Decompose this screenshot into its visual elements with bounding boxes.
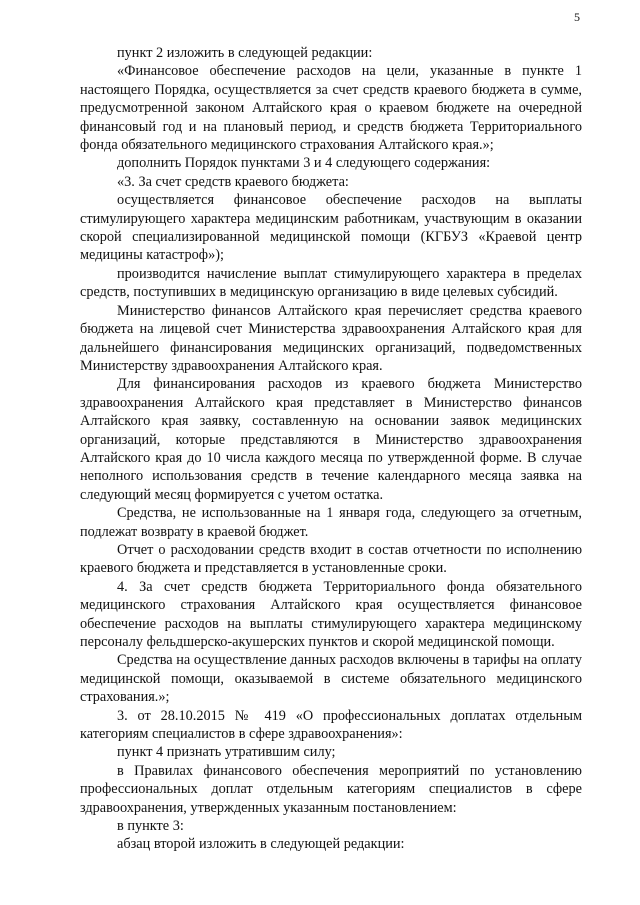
document-body (80, 44, 582, 854)
paragraph: «Финансовое обеспечение расходов на цели, указанные в пункте 1 настоящего Порядка, осуществляется за счет средств краевого бюджета в сумме, предусмотренной законом Алтайского края о краевом бюджете на очередной финансовый год и на плановый период, и средств бюджета Территориального фонда обязательного медицинского страхования Алтайского края.»; (80, 63, 582, 154)
paragraph: Для финансирования расходов из краевого бюджета Министерство здравоохранения Алтайского края представляет в Министерство финансов Алтайского края заявку, составленную на основании заявок медицинских организаций, которые представляются в Министерство здравоохранения Алтайского края до 10 числа каждого месяца по утвержденной форме. В случае неполного использования средств в течение календарного месяца заявка на следующий месяц формируется с учетом остатка. (80, 376, 582, 503)
paragraph: Средства, не использованные на 1 января года, следующего за отчетным, подлежат возврату в краевой бюджет. (80, 505, 582, 540)
paragraph: производится начисление выплат стимулирующего характера в пределах средств, поступивших в медицинскую организацию в виде целевых субсидий. (80, 265, 582, 301)
paragraph: в пункте 3: (117, 818, 184, 835)
paragraph: абзац второй изложить в следующей редакции: (117, 836, 405, 853)
paragraph: пункт 2 изложить в следующей редакции: (117, 45, 373, 61)
paragraph: «3. За счет средств краевого бюджета: (117, 173, 349, 190)
paragraph: 4. За счет средств бюджета Территориального фонда обязательного медицинского страхования Алтайского края осуществляется финансовое обеспечение расходов на выплаты стимулирующего характера медицинскому персоналу фельдшерско-акушерских пунктов и скорой медицинской помощи. (80, 578, 582, 650)
paragraph: Министерство финансов Алтайского края перечисляет средства краевого бюджета на лицевой счет Министерства здравоохранения Алтайского края для дальнейшего финансирования медицинских организаций, подведомственных Министерству здравоохранения Алтайского края. (80, 302, 582, 374)
paragraph: в Правилах финансового обеспечения мероприятий по установлению профессиональных доплат отдельным категориям специалистов в сфере здравоохранения, утвержденных указанным постановлением: (80, 762, 582, 816)
paragraph: Отчет о расходовании средств входит в состав отчетности по исполнению краевого бюджета и представляется в установленные сроки. (80, 541, 582, 577)
paragraph: 3. от 28.10.2015 № 419 «О профессиональных доплатах отдельным категориям специалистов в сфере здравоохранения»: (80, 707, 582, 743)
paragraph: осуществляется финансовое обеспечение расходов на выплаты стимулирующего характера медицинским работникам, участвующим в оказании скорой специализированной медицинской помощи (КГБУЗ «Краевой центр медицины катастроф»); (80, 192, 582, 264)
paragraph: пункт 4 признать утратившим силу; (117, 744, 336, 761)
page-number: 5 (574, 10, 580, 24)
paragraph: Средства на осуществление данных расходов включены в тарифы на оплату медицинской помощи, оказываемой в системе обязательного медицинского страхования.»; (80, 652, 582, 706)
paragraph: дополнить Порядок пунктами 3 и 4 следующего содержания: (117, 155, 491, 172)
